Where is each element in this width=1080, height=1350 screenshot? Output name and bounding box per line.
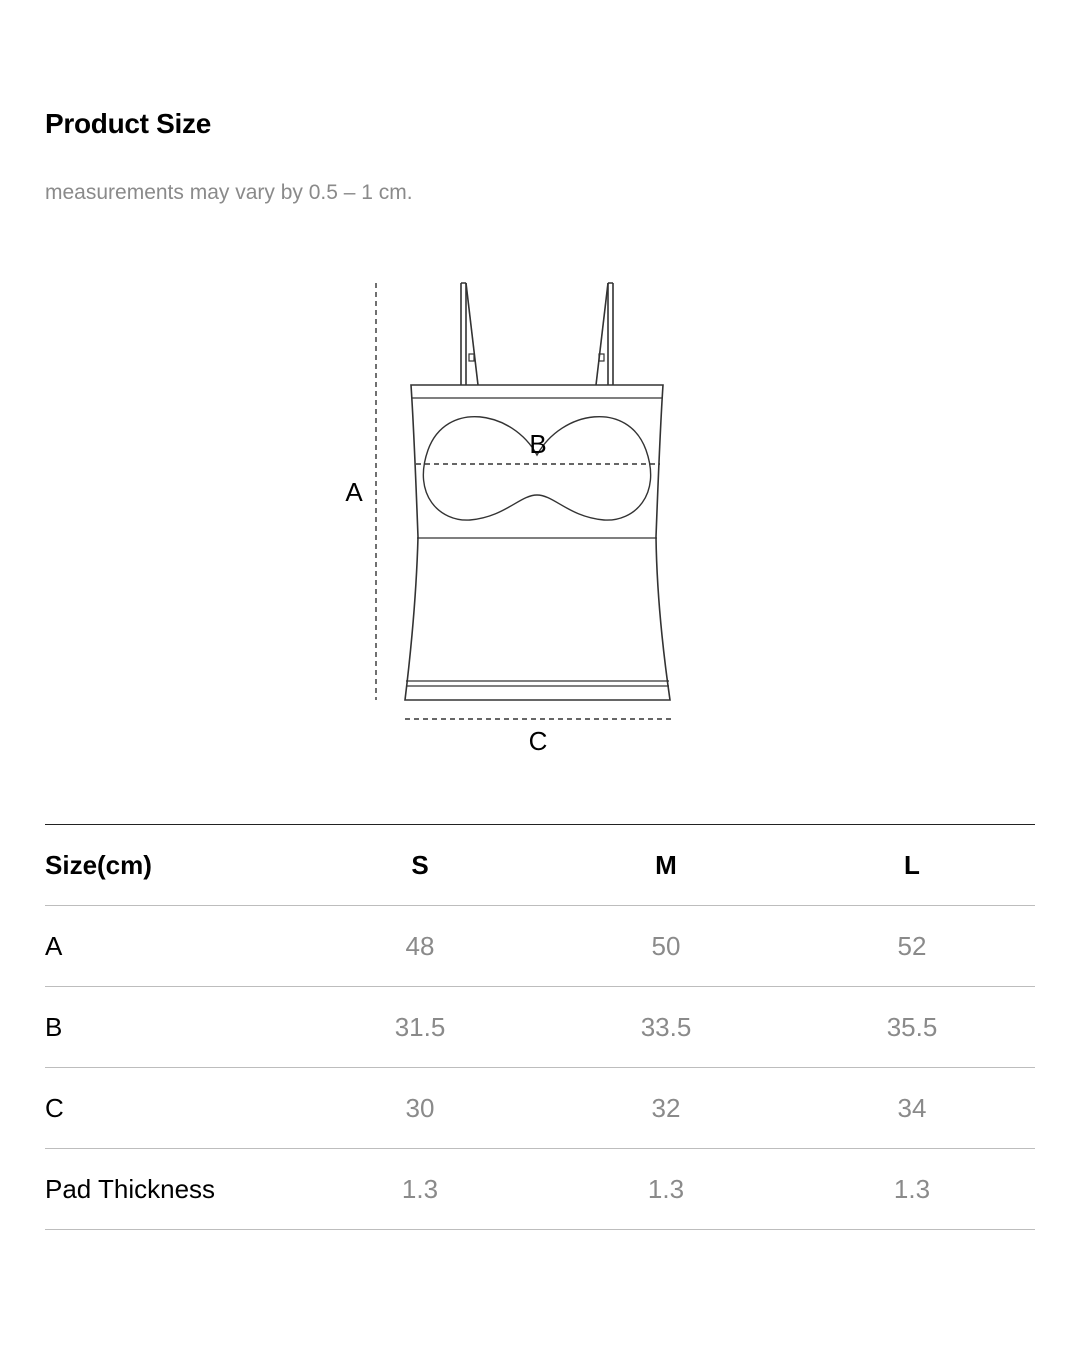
cell-value: 1.3 <box>401 1173 439 1204</box>
header-size-s: S <box>411 849 429 880</box>
cell-value: 34 <box>897 1092 927 1123</box>
camisole-illustration <box>405 283 670 700</box>
cell-value: 33.5 <box>640 1011 692 1042</box>
cell-value: 1.3 <box>893 1173 931 1204</box>
row-label: B <box>45 1011 63 1042</box>
cell-value: 50 <box>651 930 681 961</box>
measurement-guides <box>376 283 671 719</box>
cell-value: 31.5 <box>394 1011 446 1042</box>
header-size-l: L <box>904 849 920 880</box>
size-table <box>45 824 1035 1230</box>
cell-value: 48 <box>405 930 435 961</box>
row-label: Pad Thickness <box>45 1173 216 1204</box>
row-label: C <box>45 1092 64 1123</box>
page-title: Product Size <box>45 108 211 139</box>
table-row <box>45 987 1035 1068</box>
header-size-m: M <box>655 849 677 880</box>
label-c: C <box>528 726 548 756</box>
cell-value: 30 <box>405 1092 435 1123</box>
label-b: B <box>529 429 547 459</box>
table-row <box>45 1149 1035 1230</box>
cell-value: 52 <box>897 930 927 961</box>
table-row <box>45 906 1035 987</box>
cell-value: 35.5 <box>886 1011 938 1042</box>
label-a: A <box>345 477 363 507</box>
header-size-label: Size(cm) <box>45 849 152 880</box>
cell-value: 32 <box>651 1092 681 1123</box>
measurement-note: measurements may vary by 0.5 – 1 cm. <box>45 181 413 204</box>
cell-value: 1.3 <box>647 1173 685 1204</box>
table-row <box>45 1068 1035 1149</box>
row-label: A <box>45 930 63 961</box>
table-header-row <box>45 825 1035 906</box>
